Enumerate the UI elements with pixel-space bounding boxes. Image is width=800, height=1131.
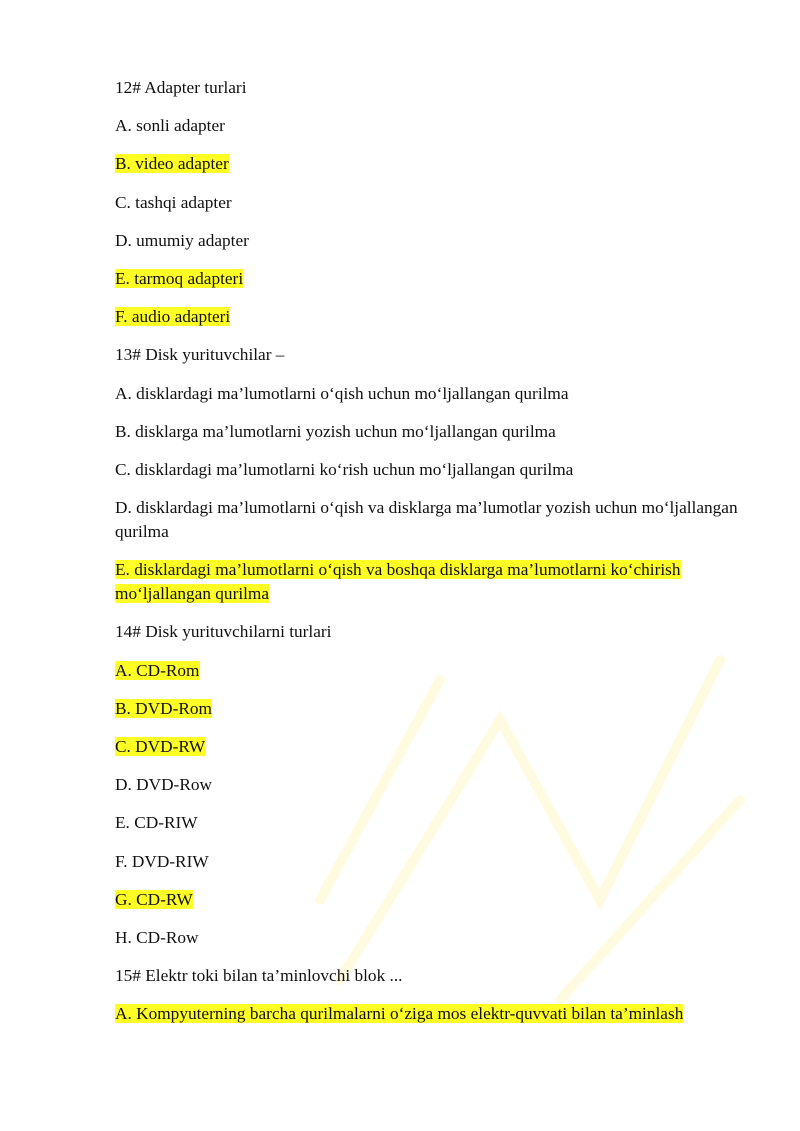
question-title: 15# Elektr toki bilan ta’minlovchi blok ... bbox=[115, 966, 403, 986]
answer-option-highlighted: B. video adapter bbox=[115, 154, 229, 174]
answer-option: A. sonli adapter bbox=[115, 116, 225, 136]
answer-option: D. umumiy adapter bbox=[115, 230, 249, 250]
answer-option-highlighted: F. audio adapteri bbox=[115, 307, 231, 327]
answer-option: D. DVD-Row bbox=[115, 775, 212, 795]
answer-option-highlighted: C. DVD-RW bbox=[115, 737, 206, 756]
answer-option-highlighted: B. DVD-Rom bbox=[115, 698, 212, 718]
answer-option: F. DVD-RIW bbox=[115, 851, 209, 871]
answer-option: C. tashqi adapter bbox=[115, 192, 232, 212]
question-title: 14# Disk yurituvchilarni turlari bbox=[115, 622, 332, 642]
answer-option-highlighted: E. tarmoq adapteri bbox=[115, 268, 244, 288]
quiz-content bbox=[115, 76, 755, 1041]
answer-option: B. disklarga ma’lumotlarni yozish uchun mo‘ljallangan qurilma bbox=[115, 421, 556, 441]
answer-option-highlighted: A. CD-Rom bbox=[115, 660, 200, 680]
answer-option: A. disklardagi ma’lumotlarni o‘qish uchun mo‘ljallangan qurilma bbox=[115, 383, 569, 403]
answer-option: D. disklardagi ma’lumotlarni o‘qish va disklarga ma’lumotlar yozish uchun mo‘ljallangan qurilma bbox=[115, 498, 738, 542]
question-title: 13# Disk yurituvchilar – bbox=[115, 345, 285, 365]
answer-option: E. CD-RIW bbox=[115, 813, 198, 833]
answer-option: H. CD-Row bbox=[115, 927, 199, 947]
answer-option-highlighted: A. Kompyuterning barcha qurilmalarni o‘ziga mos elektr-quvvati bilan ta’minlash bbox=[115, 1004, 684, 1024]
answer-option-highlighted: G. CD-RW bbox=[115, 889, 193, 909]
answer-option-highlighted: E. disklardagi ma’lumotlarni o‘qish va boshqa disklarga ma’lumotlarni ko‘chirish mo‘ljallangan qurilma bbox=[115, 560, 681, 604]
answer-option: C. disklardagi ma’lumotlarni ko‘rish uchun mo‘ljallangan qurilma bbox=[115, 459, 574, 479]
question-title: 12# Adapter turlari bbox=[115, 78, 247, 97]
